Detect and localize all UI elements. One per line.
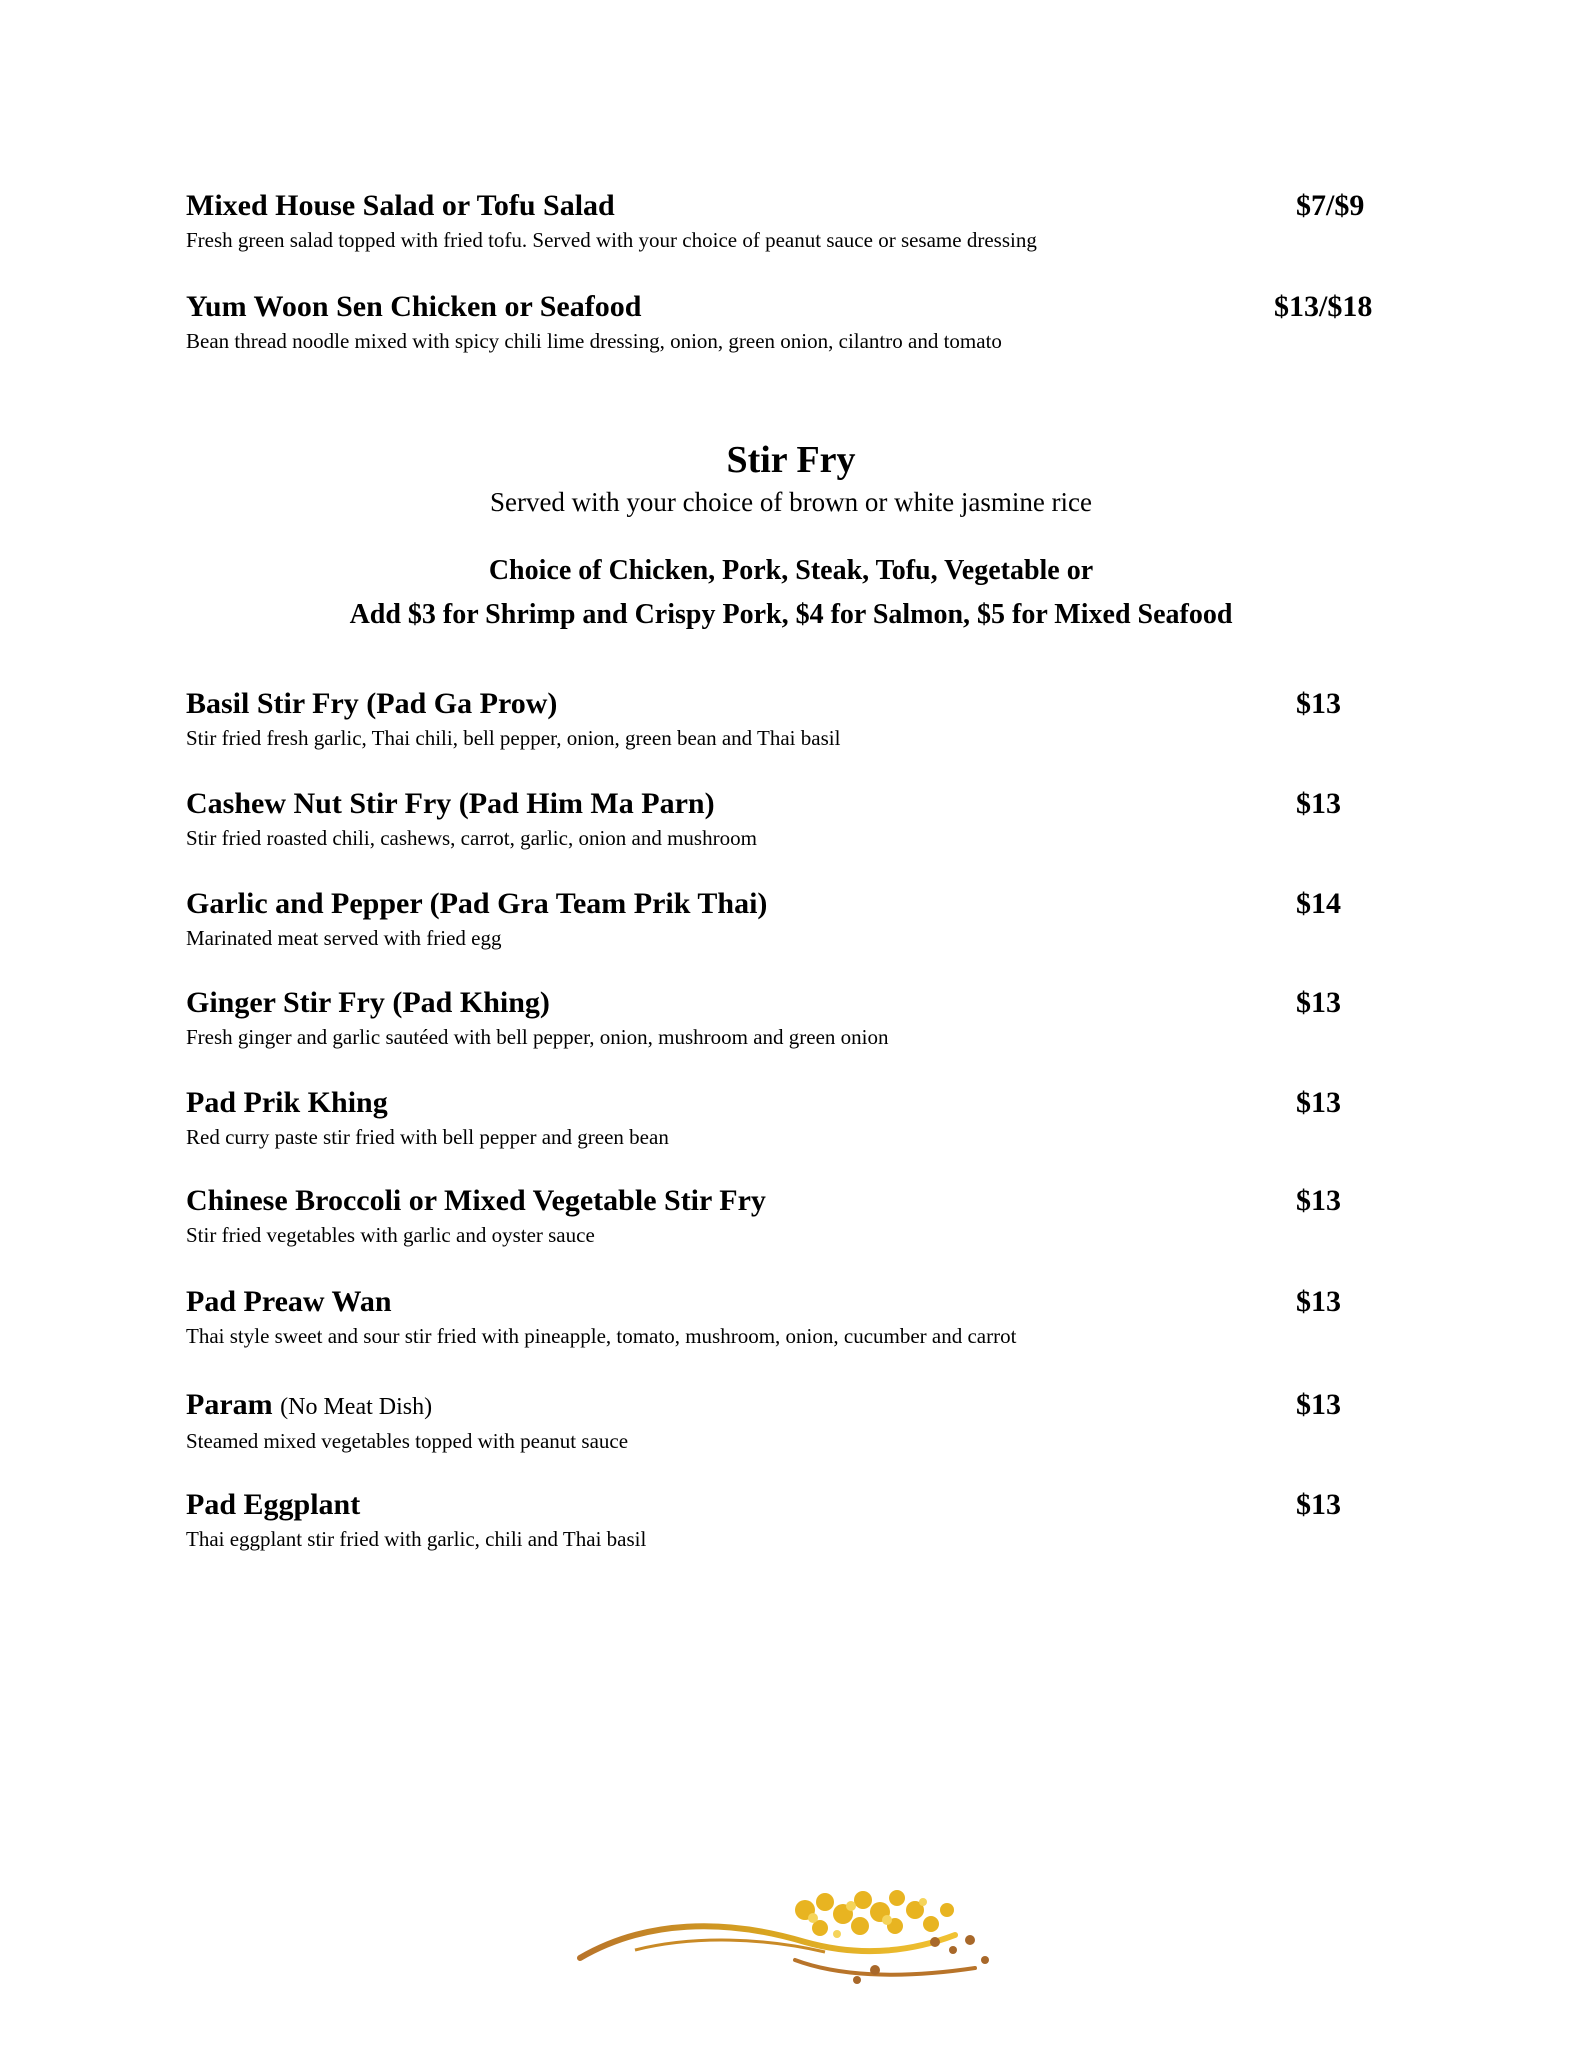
item-price: $13/$18: [1274, 290, 1373, 323]
item-note: (No Meat Dish): [280, 1394, 433, 1420]
item-description: Thai style sweet and sour stir fried with pineapple, tomato, mushroom, onion, cucumber and carrot: [186, 1324, 1017, 1348]
item-description: Thai eggplant stir fried with garlic, chili and Thai basil: [186, 1527, 647, 1551]
menu-item-stirfry-2: [186, 786, 1386, 852]
menu-item-stirfry-4: [186, 985, 1386, 1051]
menu-item-salad-2: [186, 289, 1386, 355]
item-name: Pad Preaw Wan: [186, 1285, 392, 1318]
protein-choice-line: Choice of Chicken, Pork, Steak, Tofu, Vegetable or: [488, 555, 1094, 586]
menu-item-stirfry-5: [186, 1085, 1386, 1151]
item-name: Pad Eggplant: [186, 1488, 361, 1521]
item-name: Ginger Stir Fry (Pad Khing): [186, 986, 550, 1019]
menu-item-stirfry-8: [186, 1387, 1386, 1455]
floral-ornament-icon: [575, 1880, 1005, 1990]
item-name: Mixed House Salad or Tofu Salad: [186, 189, 615, 222]
menu-item-stirfry-3: [186, 886, 1386, 952]
item-description: Fresh ginger and garlic sautéed with bell pepper, onion, mushroom and green onion: [186, 1025, 889, 1049]
section-subtitle: Served with your choice of brown or white jasmine rice: [489, 487, 1093, 517]
item-name: Cashew Nut Stir Fry (Pad Him Ma Parn): [186, 787, 715, 820]
item-description: Red curry paste stir fried with bell pepper and green bean: [186, 1125, 669, 1149]
item-name: Garlic and Pepper (Pad Gra Team Prik Thai): [186, 887, 768, 920]
item-price: $13: [1296, 1285, 1341, 1318]
item-name-text: Param: [186, 1388, 273, 1421]
menu-item-salad-1: [186, 188, 1386, 254]
menu-item-stirfry-6: [186, 1183, 1386, 1249]
item-description: Bean thread noodle mixed with spicy chili lime dressing, onion, green onion, cilantro and tomato: [186, 329, 1002, 353]
section-title: Stir Fry: [726, 439, 856, 481]
item-description: Steamed mixed vegetables topped with peanut sauce: [186, 1429, 629, 1453]
item-description: Marinated meat served with fried egg: [186, 926, 502, 950]
item-description: Fresh green salad topped with fried tofu. Served with your choice of peanut sauce or sesame dressing: [186, 228, 1037, 252]
item-description: Stir fried vegetables with garlic and oyster sauce: [186, 1223, 595, 1247]
item-name: Chinese Broccoli or Mixed Vegetable Stir Fry: [186, 1184, 766, 1217]
item-name: Basil Stir Fry (Pad Ga Prow): [186, 687, 558, 720]
menu-item-stirfry-7: [186, 1284, 1386, 1350]
item-description: Stir fried fresh garlic, Thai chili, bell pepper, onion, green bean and Thai basil: [186, 726, 841, 750]
menu-item-stirfry-9: [186, 1487, 1386, 1553]
item-price: $13: [1296, 986, 1341, 1019]
item-description: Stir fried roasted chili, cashews, carrot, garlic, onion and mushroom: [186, 826, 757, 850]
item-price: $13: [1296, 1184, 1341, 1217]
item-price: $13: [1296, 687, 1341, 720]
item-price: $13: [1296, 1388, 1341, 1421]
item-price: $7/$9: [1296, 189, 1365, 222]
item-name: [186, 1387, 1386, 1425]
item-price: $13: [1296, 1488, 1341, 1521]
item-price: $14: [1296, 887, 1341, 920]
protein-addon-line: Add $3 for Shrimp and Crispy Pork, $4 for Salmon, $5 for Mixed Seafood: [349, 599, 1233, 630]
menu-item-stirfry-1: [186, 686, 1386, 752]
item-price: $13: [1296, 1086, 1341, 1119]
item-price: $13: [1296, 787, 1341, 820]
item-name: Pad Prik Khing: [186, 1086, 388, 1119]
item-name: Yum Woon Sen Chicken or Seafood: [186, 290, 642, 323]
